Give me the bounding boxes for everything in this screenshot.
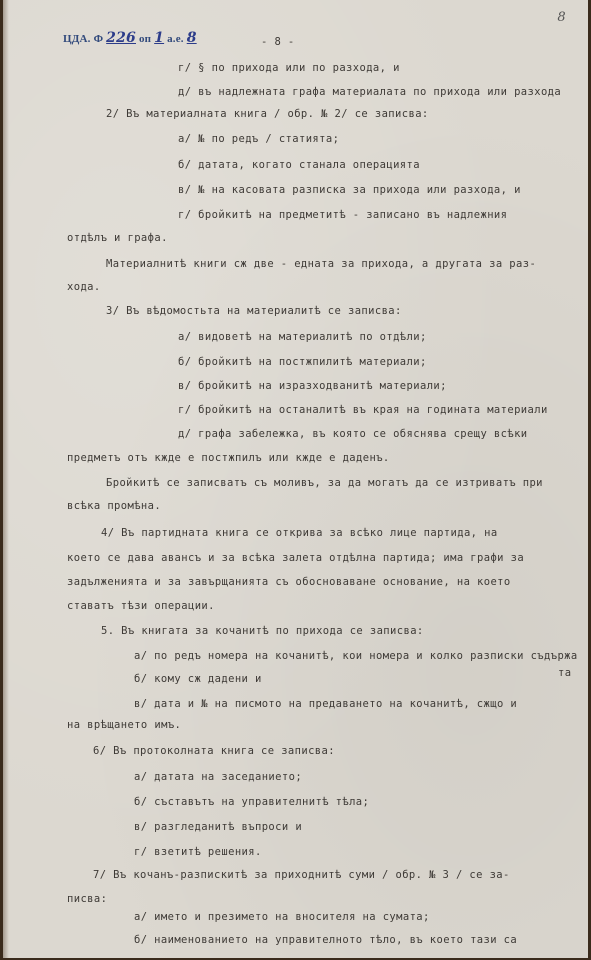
text-line: б/ бройкитѣ на постжпилитѣ материали; [178,356,427,368]
text-line: 4/ Въ партидната книга се открива за всѣко лице партида, на [101,527,498,539]
ae-label: а.е. [167,33,184,45]
archive-stamp [63,30,197,46]
text-line: а/ № по редъ / статията; [178,133,340,145]
text-line: 7/ Въ кочанъ-разпискитѣ за приходнитѣ суми / обр. № 3 / се за- [93,869,510,881]
text-line: 5. Въ книгата за кочанитѣ по прихода се записва: [101,625,424,637]
document-page [3,0,588,958]
corner-page-number: 8 [557,10,566,25]
text-line: Материалнитѣ книги сж две - едната за прихода, а другата за раз- [106,258,537,270]
text-line: б/ съставътъ на управителнитѣ тѣла; [134,796,370,808]
text-line: г/ бройкитѣ на останалитѣ въ края на годината материали [178,404,548,416]
text-line: отдѣлъ и графа. [67,232,168,244]
text-line: писва: [67,893,108,905]
text-line: а/ датата на заседанието; [134,771,303,783]
opis-number: 1 [154,30,165,46]
archive-prefix: ЦДА. Ф [63,33,104,45]
text-line: предметъ отъ кжде е постжпилъ или кжде е даденъ. [67,452,390,464]
text-line: 6/ Въ протоколната книга се записва: [93,745,335,757]
text-line: в/ дата и № на писмото на предаването на кочанитѣ, сжщо и [134,698,518,710]
text-line: което се дава авансъ и за всѣка залета отдѣлна партида; има графи за [67,552,525,564]
text-line: а/ видоветѣ на материалитѣ по отдѣли; [178,331,427,343]
text-line: задълженията и за завърщанията съ обосноваване основание, на което [67,576,511,588]
text-line: д/ въ надлежната графа материалата по прихода или разхода [178,86,562,98]
text-line: г/ бройкитѣ на предметитѣ - записано въ надлежния [178,209,508,221]
text-line: хода. [67,281,101,293]
text-line: б/ наименованието на управителното тѣло, въ което тази са [134,934,518,946]
fond-number: 226 [106,30,136,46]
text-line: б/ кому сж дадени и [134,673,262,685]
text-line: а/ името и презимето на вносителя на сумата; [134,911,430,923]
text-line: та [558,667,572,679]
text-line: д/ графа забележка, въ която се обяснява срещу всѣки [178,428,528,440]
text-line: а/ по редъ номера на кочанитѣ, кои номера и колко разписки съдържа [134,650,578,662]
text-line: в/ № на касовата разписка за прихода или разхода, и [178,184,521,196]
text-line: на врѣщането имъ. [67,719,182,731]
text-line: б/ датата, когато станала операцията [178,159,420,171]
opis-label: оп [138,33,152,45]
page-number: - 8 - [261,36,295,48]
text-line: в/ разгледанитѣ въпроси и [134,821,303,833]
ae-number: 8 [186,30,197,46]
text-line: всѣка промѣна. [67,500,162,512]
text-line: Бройкитѣ се записватъ съ моливъ, за да могатъ да се изтриватъ при [106,477,543,489]
page-edge-shadow [3,0,9,958]
text-line: г/ взетитѣ решения. [134,846,262,858]
text-line: г/ § по прихода или по разхода, и [178,62,400,74]
text-line: в/ бройкитѣ на изразходванитѣ материали; [178,380,447,392]
text-line: ставатъ тѣзи операции. [67,600,215,612]
text-line: 2/ Въ материалната книга / обр. № 2/ се записва: [106,108,429,120]
text-line: 3/ Въ вѣдомостьта на материалитѣ се записва: [106,305,402,317]
